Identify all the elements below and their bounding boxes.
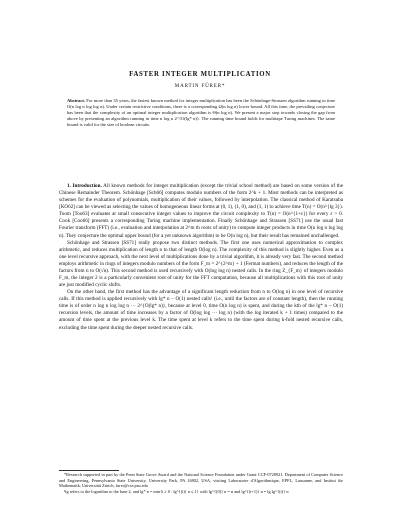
footnotes — [59, 472, 343, 494]
paper-author: MARTIN FÜRER* — [174, 83, 226, 89]
paper-title: FASTER INTEGER MULTIPLICATION — [129, 71, 271, 78]
abstract — [67, 98, 335, 128]
footnote-divider — [59, 470, 119, 471]
footnote: *Research supported in part by the Penn State Grove Award and the National Science Foundation under Grant CCF-0728921. Department of Computer Science and Engineering, Pennsylvania State University, University Park, PA 16802, USA, visiting Laboratoire d'Algorithmique, EPFL, Lausanne, and Institut für Mathematik, Universität Zürich, furer@cse.psu.edu — [59, 472, 343, 489]
paragraph: Schönhage and Strassen [SS71] really propose two distinct methods. The first one uses numerical approximation to complex arithmetic, and reduces multiplication of length n to that of length O(log n). The complexity of this method is slightly higher. Even as a one level recursive approach, with the next level of multiplications done by a trivial algorithm, it is already very fast. The second method employs arithmetic in rings of integers modulo numbers of the form F_m = 2^{2^m} + 1 (Fermat numbers), and reduces the length of the factors from n to O(√n). This second method is used recursively with O(log log n) nested calls. In the ring Z_{F_m} of integers modulo F_m, the integer 2 is a particularly convenient root of unity for the FFT computation, because all multiplications with this root of unity are just modified cyclic shifts. — [59, 239, 343, 289]
paragraph — [59, 183, 343, 240]
abstract-text: For more than 35 years, the fastest known method for integer multiplication has been the Schönhage-Strassen algorithm running in time O(n log n log log n). Under certain restrictive conditions, there is a corresponding Ω(n log n) lower bound. All this time, the prevailing conjecture has been that the complexity of an optimal integer multiplication algorithm is Θ(n log n). We present a major step towards closing the gap from above by presenting an algorithm running in time n log n 2^{O(lg* n)}. The running time bound holds for multitape Turing machines. The same bound is valid for the size of boolean circuits. — [67, 98, 335, 128]
section-heading: 1. Introduction. — [67, 183, 102, 189]
abstract-label: Abstract. — [67, 98, 86, 103]
paragraph-text: All known methods for integer multiplication (except the trivial school method) are based on some version of the Chinese Remainder Theorem. Schönhage [Sch66] computes modulo numbers of the form 2^k + 1. Most methods can be interpreted as schemes for the evaluation of polynomials, multiplication of their values, followed by interpolation. The classical method of Karatsuba [KO62] can be viewed as selecting the values of homogeneous linear forms at (0, 1), (1, 0), and (1, 1) to achieve time T(n) = O(n^{lg 3}). Toom [Too63] evaluates at small consecutive integer values to improve the circuit complexity to T(n) = O(n^{1+ε}) for every ε > 0. Cook [Coo66] presents a corresponding Turing machine implementation. Finally Schönhage and Strassen [SS71] use the usual fast Fourier transform (FFT) (i.e., evaluation and interpolation at 2^m th roots of unity) to compute integer products in time O(n log n log log n). They conjecture the optimal upper bound (for a yet unknown algorithm) to be O(n log n), but their result has remained unchallenged. — [59, 183, 344, 239]
paragraph: On the other hand, the first method has the advantage of a significant length reduction from n to O(log n) in one level of recursive calls. If this method is applied recursively with lg* n − O(1) nested calls¹ (i.e., until the factors are of constant length), then the running time is of order n log n log log n ··· 2^{O(lg* n)}, because at level 0, time O(n log n) is spent, and during the kth of the lg* n − O(1) recursion levels, the amount of time increases by a factor of O(log log ··· log n) (with the log iterated k + 1 times) compared to the amount of time spent at the previous level k. The time spent at level k refers to the time spent during k-fold nested recursive calls, excluding the time spent during the deeper nested recursive calls. — [59, 289, 343, 331]
section-introduction — [59, 183, 343, 332]
footnote: ¹lg refers to the logarithm to the base 2, and lg* n = min{i ≥ 0 : lg^{(i)} n ≤ 1} with lg^{(0)} n = n and lg^{(i+1)} n = lg lg^{(i)} n — [64, 488, 289, 494]
